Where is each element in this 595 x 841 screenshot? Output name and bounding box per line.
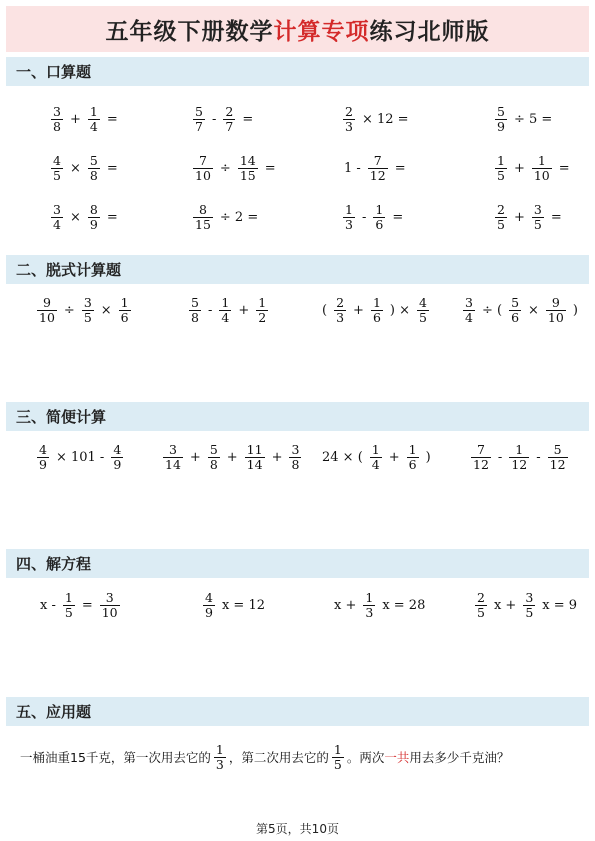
fraction xyxy=(51,105,63,134)
math-operator: + xyxy=(513,160,525,176)
fraction xyxy=(343,105,355,134)
numerator: 5 xyxy=(553,441,562,457)
fraction xyxy=(407,443,419,472)
numerator: 4 xyxy=(53,152,61,168)
denominator: 4 xyxy=(465,309,473,325)
fraction xyxy=(363,591,375,620)
numerator: 8 xyxy=(198,201,207,217)
denominator: 15 xyxy=(195,216,211,232)
denominator: 6 xyxy=(375,216,384,232)
fraction xyxy=(368,154,388,183)
numerator: 1 xyxy=(365,589,374,605)
fraction xyxy=(219,296,231,325)
numerator: 1 xyxy=(537,152,546,168)
math-operator: = xyxy=(558,160,570,176)
numerator: 3 xyxy=(533,201,542,217)
fraction xyxy=(289,443,301,472)
math-problem xyxy=(318,432,435,482)
math-problem xyxy=(36,580,123,630)
denominator: 9 xyxy=(497,118,505,134)
math-problem xyxy=(48,94,122,144)
math-operator: = xyxy=(264,160,276,176)
math-operator: × xyxy=(528,302,539,318)
math-operator: = xyxy=(394,160,406,176)
title-prefix: 五年级下册数学 xyxy=(105,18,274,45)
math-problem xyxy=(190,143,280,193)
math-operator: x = 28 xyxy=(382,597,426,613)
math-operator: = xyxy=(106,160,118,176)
section-simplify-header: 三、简便计算 xyxy=(6,402,589,431)
math-operator: ÷ ( xyxy=(481,302,503,318)
math-operator: + xyxy=(353,302,364,318)
numerator: 2 xyxy=(497,201,505,217)
fraction xyxy=(193,203,213,232)
fraction xyxy=(37,443,49,472)
math-operator: ÷ xyxy=(219,160,231,176)
denominator: 8 xyxy=(191,309,199,325)
fraction xyxy=(119,296,131,325)
numerator: 1 xyxy=(345,201,353,217)
title-highlight: 计算专项 xyxy=(273,18,370,45)
fraction xyxy=(238,154,258,183)
math-operator: + xyxy=(388,449,400,465)
math-problem xyxy=(340,94,413,144)
numerator: 5 xyxy=(89,152,98,168)
math-operator: - xyxy=(361,209,367,225)
numerator: 1 xyxy=(515,441,524,457)
fraction xyxy=(495,105,507,134)
fraction xyxy=(546,296,566,325)
math-problem xyxy=(160,432,304,482)
numerator: 1 xyxy=(215,741,224,757)
denominator: 4 xyxy=(89,118,98,134)
math-operator: x = 9 xyxy=(542,597,578,613)
denominator: 3 xyxy=(345,118,353,134)
denominator: 12 xyxy=(549,456,566,472)
fraction xyxy=(509,443,529,472)
fraction xyxy=(371,296,383,325)
math-operator: - xyxy=(207,302,213,318)
problem-row xyxy=(0,285,595,335)
denominator: 9 xyxy=(205,604,213,620)
fraction xyxy=(495,154,507,183)
page-footer: 第5页，共10页 xyxy=(256,822,339,836)
fraction xyxy=(111,443,123,472)
fraction xyxy=(189,296,201,325)
fraction xyxy=(523,591,535,620)
fraction xyxy=(88,105,100,134)
fraction xyxy=(463,296,475,325)
section-stepwise-header: 二、脱式计算题 xyxy=(6,255,589,284)
fraction xyxy=(532,203,544,232)
math-operator: + xyxy=(189,449,201,465)
math-problem xyxy=(190,94,257,144)
denominator: 5 xyxy=(333,756,342,772)
fraction xyxy=(509,296,521,325)
problem-row xyxy=(0,192,595,242)
denominator: 5 xyxy=(525,604,534,620)
denominator: 8 xyxy=(89,167,98,183)
denominator: 3 xyxy=(336,309,345,325)
section-equations-header: 四、解方程 xyxy=(6,549,589,578)
denominator: 4 xyxy=(371,456,380,472)
numerator: 4 xyxy=(205,589,213,605)
denominator: 6 xyxy=(408,456,417,472)
numerator: 11 xyxy=(246,441,263,457)
problem-row xyxy=(0,94,595,144)
numerator: 1 xyxy=(371,441,380,457)
denominator: 6 xyxy=(511,309,520,325)
problem-row xyxy=(0,580,595,630)
math-operator: ( xyxy=(322,302,328,318)
numerator: 3 xyxy=(105,589,114,605)
math-operator: + xyxy=(69,111,81,127)
denominator: 2 xyxy=(258,309,267,325)
fraction xyxy=(471,443,491,472)
numerator: 7 xyxy=(198,152,207,168)
numerator: 14 xyxy=(239,152,256,168)
math-problem xyxy=(492,143,574,193)
denominator: 5 xyxy=(53,167,61,183)
denominator: 8 xyxy=(209,456,218,472)
denominator: 6 xyxy=(372,309,381,325)
denominator: 7 xyxy=(195,118,203,134)
numerator: 2 xyxy=(336,294,345,310)
denominator: 8 xyxy=(291,456,300,472)
fraction xyxy=(214,743,226,772)
denominator: 15 xyxy=(239,167,256,183)
fraction xyxy=(334,296,346,325)
math-operator: - xyxy=(211,111,217,127)
math-operator: = xyxy=(550,209,562,225)
numerator: 8 xyxy=(89,201,98,217)
denominator: 10 xyxy=(39,309,55,325)
math-operator: + xyxy=(513,209,525,225)
math-operator: x - xyxy=(40,597,56,613)
math-problem xyxy=(340,192,407,242)
math-operator: + xyxy=(226,449,238,465)
numerator: 1 xyxy=(120,294,129,310)
numerator: 2 xyxy=(225,103,234,119)
fraction xyxy=(163,443,183,472)
math-operator: × xyxy=(69,160,81,176)
math-problem xyxy=(492,94,556,144)
fraction xyxy=(37,296,57,325)
numerator: 2 xyxy=(477,589,485,605)
math-operator: = xyxy=(106,111,118,127)
math-operator: 1 - xyxy=(344,160,361,176)
math-problem xyxy=(190,192,262,242)
fraction xyxy=(417,296,429,325)
fraction xyxy=(63,591,75,620)
denominator: 7 xyxy=(225,118,234,134)
math-problem xyxy=(318,285,432,335)
numerator: 5 xyxy=(511,294,520,310)
numerator: 3 xyxy=(291,441,300,457)
word-problem-text-1: 一桶油重15千克，第一次用去它的 xyxy=(20,750,211,765)
math-operator: = xyxy=(106,209,118,225)
numerator: 1 xyxy=(258,294,267,310)
math-problem xyxy=(186,285,271,335)
math-problem xyxy=(340,143,410,193)
numerator: 1 xyxy=(333,741,342,757)
numerator: 3 xyxy=(53,201,61,217)
fraction xyxy=(100,591,120,620)
math-operator: ÷ xyxy=(63,302,75,318)
math-problem xyxy=(48,192,122,242)
denominator: 5 xyxy=(477,604,485,620)
fraction xyxy=(88,154,100,183)
math-operator: - xyxy=(536,449,541,465)
fraction xyxy=(208,443,220,472)
numerator: 3 xyxy=(525,589,534,605)
denominator: 14 xyxy=(246,456,263,472)
fraction xyxy=(370,443,382,472)
denominator: 3 xyxy=(345,216,353,232)
page-title xyxy=(6,6,589,52)
fraction xyxy=(373,203,385,232)
word-problem-text-2: ，第二次用去它的 xyxy=(228,750,329,765)
problem-row xyxy=(0,432,595,482)
title-suffix: 练习北师版 xyxy=(369,18,490,45)
numerator: 1 xyxy=(89,103,98,119)
math-operator: ÷ 5 = xyxy=(513,111,553,127)
math-operator: x = 12 xyxy=(221,597,265,613)
fraction xyxy=(193,105,205,134)
fraction xyxy=(245,443,265,472)
numerator: 4 xyxy=(113,441,122,457)
fraction xyxy=(532,154,552,183)
numerator: 4 xyxy=(419,294,427,310)
fraction xyxy=(193,154,213,183)
fraction xyxy=(51,203,63,232)
fraction xyxy=(203,591,215,620)
denominator: 3 xyxy=(215,756,224,772)
numerator: 3 xyxy=(465,294,473,310)
denominator: 14 xyxy=(165,456,181,472)
word-problem-text-4: 用去多少千克油？ xyxy=(409,750,510,765)
denominator: 10 xyxy=(101,604,118,620)
math-operator: ) xyxy=(425,449,431,465)
math-operator: ÷ 2 = xyxy=(219,209,259,225)
numerator: 5 xyxy=(497,103,505,119)
denominator: 4 xyxy=(53,216,61,232)
denominator: 9 xyxy=(39,456,47,472)
math-operator: + xyxy=(238,302,250,318)
numerator: 5 xyxy=(191,294,199,310)
numerator: 3 xyxy=(168,441,177,457)
math-operator: 24 × ( xyxy=(322,449,363,465)
math-operator: × xyxy=(100,302,112,318)
denominator: 3 xyxy=(365,604,374,620)
problem-row xyxy=(0,143,595,193)
math-operator: × 101 - xyxy=(55,449,105,465)
denominator: 5 xyxy=(419,309,427,325)
denominator: 12 xyxy=(369,167,386,183)
numerator: 5 xyxy=(209,441,218,457)
section-oral-header: 一、口算题 xyxy=(6,57,589,86)
denominator: 5 xyxy=(497,167,505,183)
denominator: 5 xyxy=(64,604,73,620)
math-problem xyxy=(460,285,582,335)
numerator: 1 xyxy=(408,441,417,457)
fraction xyxy=(332,743,344,772)
denominator: 10 xyxy=(533,167,550,183)
denominator: 6 xyxy=(120,309,129,325)
math-operator: = xyxy=(81,597,93,613)
math-problem xyxy=(468,432,571,482)
denominator: 12 xyxy=(473,456,489,472)
denominator: 12 xyxy=(511,456,528,472)
fraction xyxy=(256,296,268,325)
math-problem xyxy=(48,143,122,193)
section-word-problem-header: 五、应用题 xyxy=(6,697,589,726)
numerator: 1 xyxy=(375,201,384,217)
denominator: 9 xyxy=(89,216,98,232)
numerator: 4 xyxy=(39,441,47,457)
numerator: 1 xyxy=(221,294,230,310)
numerator: 7 xyxy=(373,152,382,168)
denominator: 5 xyxy=(533,216,542,232)
math-problem xyxy=(200,580,269,630)
math-problem xyxy=(472,580,581,630)
math-problem xyxy=(34,285,134,335)
fraction xyxy=(343,203,355,232)
numerator: 1 xyxy=(372,294,381,310)
fraction xyxy=(495,203,507,232)
numerator: 3 xyxy=(83,294,92,310)
math-operator: x + xyxy=(334,597,357,613)
denominator: 4 xyxy=(221,309,230,325)
numerator: 9 xyxy=(551,294,560,310)
numerator: 1 xyxy=(64,589,73,605)
math-operator: ) xyxy=(572,302,578,318)
denominator: 5 xyxy=(497,216,505,232)
numerator: 2 xyxy=(345,103,353,119)
denominator: 10 xyxy=(547,309,564,325)
math-operator: - xyxy=(497,449,503,465)
numerator: 5 xyxy=(195,103,203,119)
denominator: 9 xyxy=(113,456,122,472)
fraction xyxy=(51,154,63,183)
math-operator: × 12 = xyxy=(361,111,409,127)
denominator: 10 xyxy=(195,167,211,183)
fraction xyxy=(223,105,235,134)
fraction xyxy=(548,443,568,472)
word-problem xyxy=(20,737,509,777)
math-operator: = xyxy=(242,111,254,127)
math-problem xyxy=(492,192,566,242)
numerator: 9 xyxy=(42,294,51,310)
fraction xyxy=(475,591,487,620)
math-problem xyxy=(330,580,429,630)
math-operator: = xyxy=(392,209,404,225)
math-problem xyxy=(34,432,126,482)
math-operator: x + xyxy=(493,597,517,613)
math-operator: × xyxy=(69,209,81,225)
math-operator: + xyxy=(271,449,283,465)
numerator: 3 xyxy=(53,103,61,119)
denominator: 8 xyxy=(53,118,61,134)
fraction xyxy=(88,203,100,232)
numerator: 7 xyxy=(476,441,485,457)
denominator: 5 xyxy=(83,309,92,325)
math-operator: ) × xyxy=(389,302,410,318)
fraction xyxy=(82,296,94,325)
word-problem-text-3: 。两次 xyxy=(346,750,385,765)
numerator: 1 xyxy=(497,152,505,168)
word-problem-highlight: 一共 xyxy=(384,750,410,765)
